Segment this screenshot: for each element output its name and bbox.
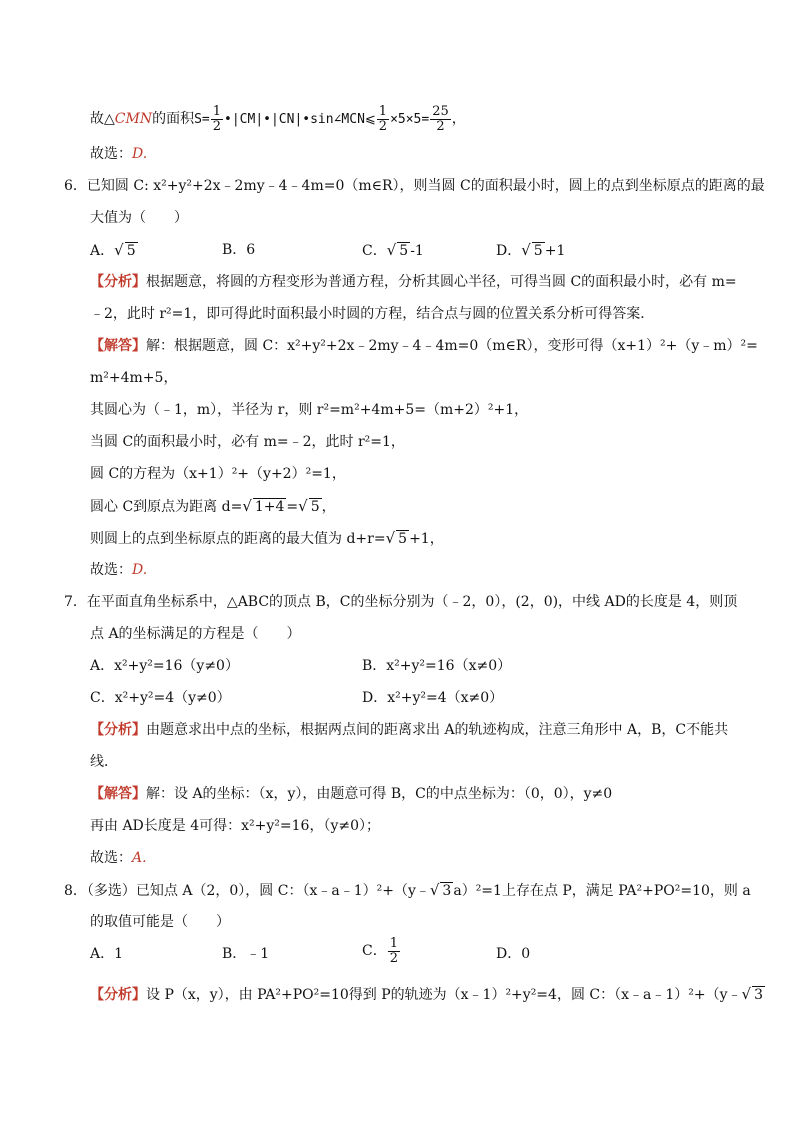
q6-analysis-line1 [90,272,737,292]
q6-stem-line2 [90,208,188,228]
question-number: 7． [64,594,87,610]
q7-solution-line1 [90,784,612,804]
radicand: 5 [398,531,408,547]
option-label: C．x²+y²=4（y≠0） [90,690,231,706]
numerator: 25 [432,103,449,119]
denominator: 2 [436,118,445,134]
solution-text: 再由 AD长度是 4可得：x²+y²=16，（y≠0）； [90,818,380,834]
q7-option-c [90,688,231,708]
fraction-half-2 [377,105,389,134]
option-label: A．1 [90,946,124,962]
q7-stem-line2 [90,624,301,644]
q7-analysis-line1 [90,720,728,740]
numerator: 1 [378,103,388,119]
fraction-one-half [388,937,400,966]
q6-option-d: D．√ 5 +1 [496,241,566,259]
solution-tag: 【解答】 [90,786,146,802]
text: 故选： [90,146,132,162]
q7-answer [90,848,147,868]
solution-text: m²+4m+5， [90,370,178,386]
answer: D. [132,146,148,162]
option-label: B．6 [222,242,256,258]
radicand: 5 [310,499,320,515]
denominator: 2 [378,118,388,134]
question-text: （多选）已知点 A（2，0），圆 C：（x﹣a﹣1）²+（y﹣ [86,883,430,899]
text: 的面积 [152,111,195,127]
answer-line [90,144,147,164]
text: +1 [544,243,566,259]
q6-solution-line1 [90,336,758,356]
q6-solution-line5 [90,464,346,484]
numerator: 1 [389,935,398,951]
analysis-text: 由题意求出中点的坐标，根据两点间的距离求出 A的轨迹构成，注意三角形中 A，B，C不能共 [146,722,729,738]
solution-tag: 【解答】 [90,338,146,354]
solution-text: 其圆心为（﹣1，m），半径为 r，则 r²=m²+4m+5=（m+2）²+1， [90,402,529,418]
radicand: 5 [126,243,136,259]
option-label: A．x²+y²=16（y≠0） [90,658,239,674]
text: ， [321,499,336,515]
option-label: D． [496,243,522,259]
radicand: 5 [533,243,543,259]
solution-text: 圆 C的方程为（x+1）²+（y+2）²=1， [90,466,346,482]
text: = [286,499,299,515]
text: 故△ [90,111,115,127]
fraction-half [211,105,223,134]
analysis-text: 根据题意，将圆的方程变形为普通方程，分析其圆心半径，可得当圆 C的面积最小时，必有 m= [146,274,737,290]
q8-stem-line2 [90,912,230,932]
question-text: 大值为（ ） [90,210,188,226]
question-text: a）²=1上存在点 P，满足 PA²+PO²=10，则 a [453,883,751,899]
q7-option-a [90,656,239,676]
q6-solution-line2 [90,368,177,388]
q6-answer [90,560,147,580]
analysis-text: ﹣2，此时 r²=1，即可得此时面积最小时圆的方程，结合点与圆的位置关系分析可得答案． [90,306,655,322]
q7-stem-line1 [64,592,737,612]
q6-analysis-line2 [90,304,654,324]
text: -1 [410,243,424,259]
text: +1， [409,531,444,547]
q8-analysis-line1: 【分析】设 P（x，y），由 PA²+PO²=10得到 P的轨迹为（x﹣1）²+y²=4，圆 C：（x﹣a﹣1）²+（y﹣√ 3 [90,985,763,1003]
q8-stem-line1: 8．（多选）已知点 A（2，0），圆 C：（x﹣a﹣1）²+（y﹣√ 3 a）²=1上存在点 P，满足 PA²+PO²=10，则 a [64,881,751,899]
text: 故选： [90,562,132,578]
question-text: 在平面直角坐标系中，△ABC的顶点 B，C的坐标分别为（﹣2，0），(2，0)，中线 AD的长度是 4，则顶 [86,594,738,610]
q6-option-b [222,240,255,260]
q7-option-d [362,688,503,708]
option-label: B．﹣1 [222,946,270,962]
question-number: 8． [64,883,87,899]
q8-option-c [362,936,401,966]
question-text: 的取值可能是（ ） [90,914,230,930]
denominator: 2 [212,118,222,134]
q7-option-b [362,656,511,676]
solution-text: 解：设 A的坐标：（x，y），由题意可得 B，C的中点坐标为：（0，0），y≠0 [146,786,613,802]
option-label: C． [362,243,387,259]
q6-option-a: A．√ 5 [90,241,136,259]
q7-analysis-line2 [90,752,118,772]
q8-option-d [496,944,530,964]
analysis-tag: 【分析】 [90,987,146,1003]
solution-text: 则圆上的点到坐标原点的距离的最大值为 d+r= [90,531,386,547]
option-label: A． [90,243,115,259]
radicand: 5 [399,243,409,259]
solution-text: 当圆 C的面积最小时，必有 m=﹣2，此时 r²=1， [90,434,405,450]
q6-solution-line6: 圆心 C到原点为距离 d=√ 1+4 =√ 5 ， [90,497,336,515]
q6-solution-line7: 则圆上的点到坐标原点的距离的最大值为 d+r=√ 5 +1， [90,529,444,547]
q7-solution-line2 [90,816,380,836]
q6-option-c: C．√ 5 -1 [362,241,424,259]
analysis-text: 线． [90,754,118,770]
analysis-tag: 【分析】 [90,274,146,290]
q6-solution-line3 [90,400,528,420]
question-text: 点 A的坐标满足的方程是（ ） [90,626,301,642]
text: ×5×5= [390,112,430,127]
answer: A. [132,850,147,866]
text: S= [194,112,210,127]
solution-text: 解：根据题意，圆 C：x²+y²+2x﹣2my﹣4﹣4m=0（m∈R），变形可得（x+1）²+（y﹣m）²= [146,338,758,354]
triangle-name: CMN [114,111,153,127]
radicand: 1+4 [254,499,285,515]
q8-option-b [222,944,269,964]
solution-text: 圆心 C到原点为距离 d= [90,499,243,515]
q6-stem-line1 [64,176,765,196]
question-number: 6． [64,178,87,194]
text: ， [451,111,466,127]
radicand: 3 [754,987,763,1003]
analysis-tag: 【分析】 [90,722,146,738]
denominator: 2 [389,950,398,966]
option-label: D．0 [496,946,531,962]
answer: D. [132,562,148,578]
numerator: 1 [212,103,222,119]
q6-solution-line4 [90,432,405,452]
text: •|CM|•|CN|•sin∠MCN⩽ [224,112,376,127]
text: 故选： [90,850,132,866]
option-label: C． [362,943,387,959]
analysis-text: 设 P（x，y），由 PA²+PO²=10得到 P的轨迹为（x﹣1）²+y²=4，圆 C：（x﹣a﹣1）²+（y﹣ [146,987,742,1003]
fraction-result [430,105,451,134]
area-formula-line [90,104,466,135]
q8-option-a [90,944,123,964]
option-label: B．x²+y²=16（x≠0） [362,658,512,674]
radicand: 3 [442,883,452,899]
question-text: 已知圆 C: x²+y²+2x﹣2my﹣4﹣4m=0（m∈R），则当圆 C的面积最小时，圆上的点到坐标原点的距离的最 [86,178,765,194]
option-label: D．x²+y²=4（x≠0） [362,690,504,706]
